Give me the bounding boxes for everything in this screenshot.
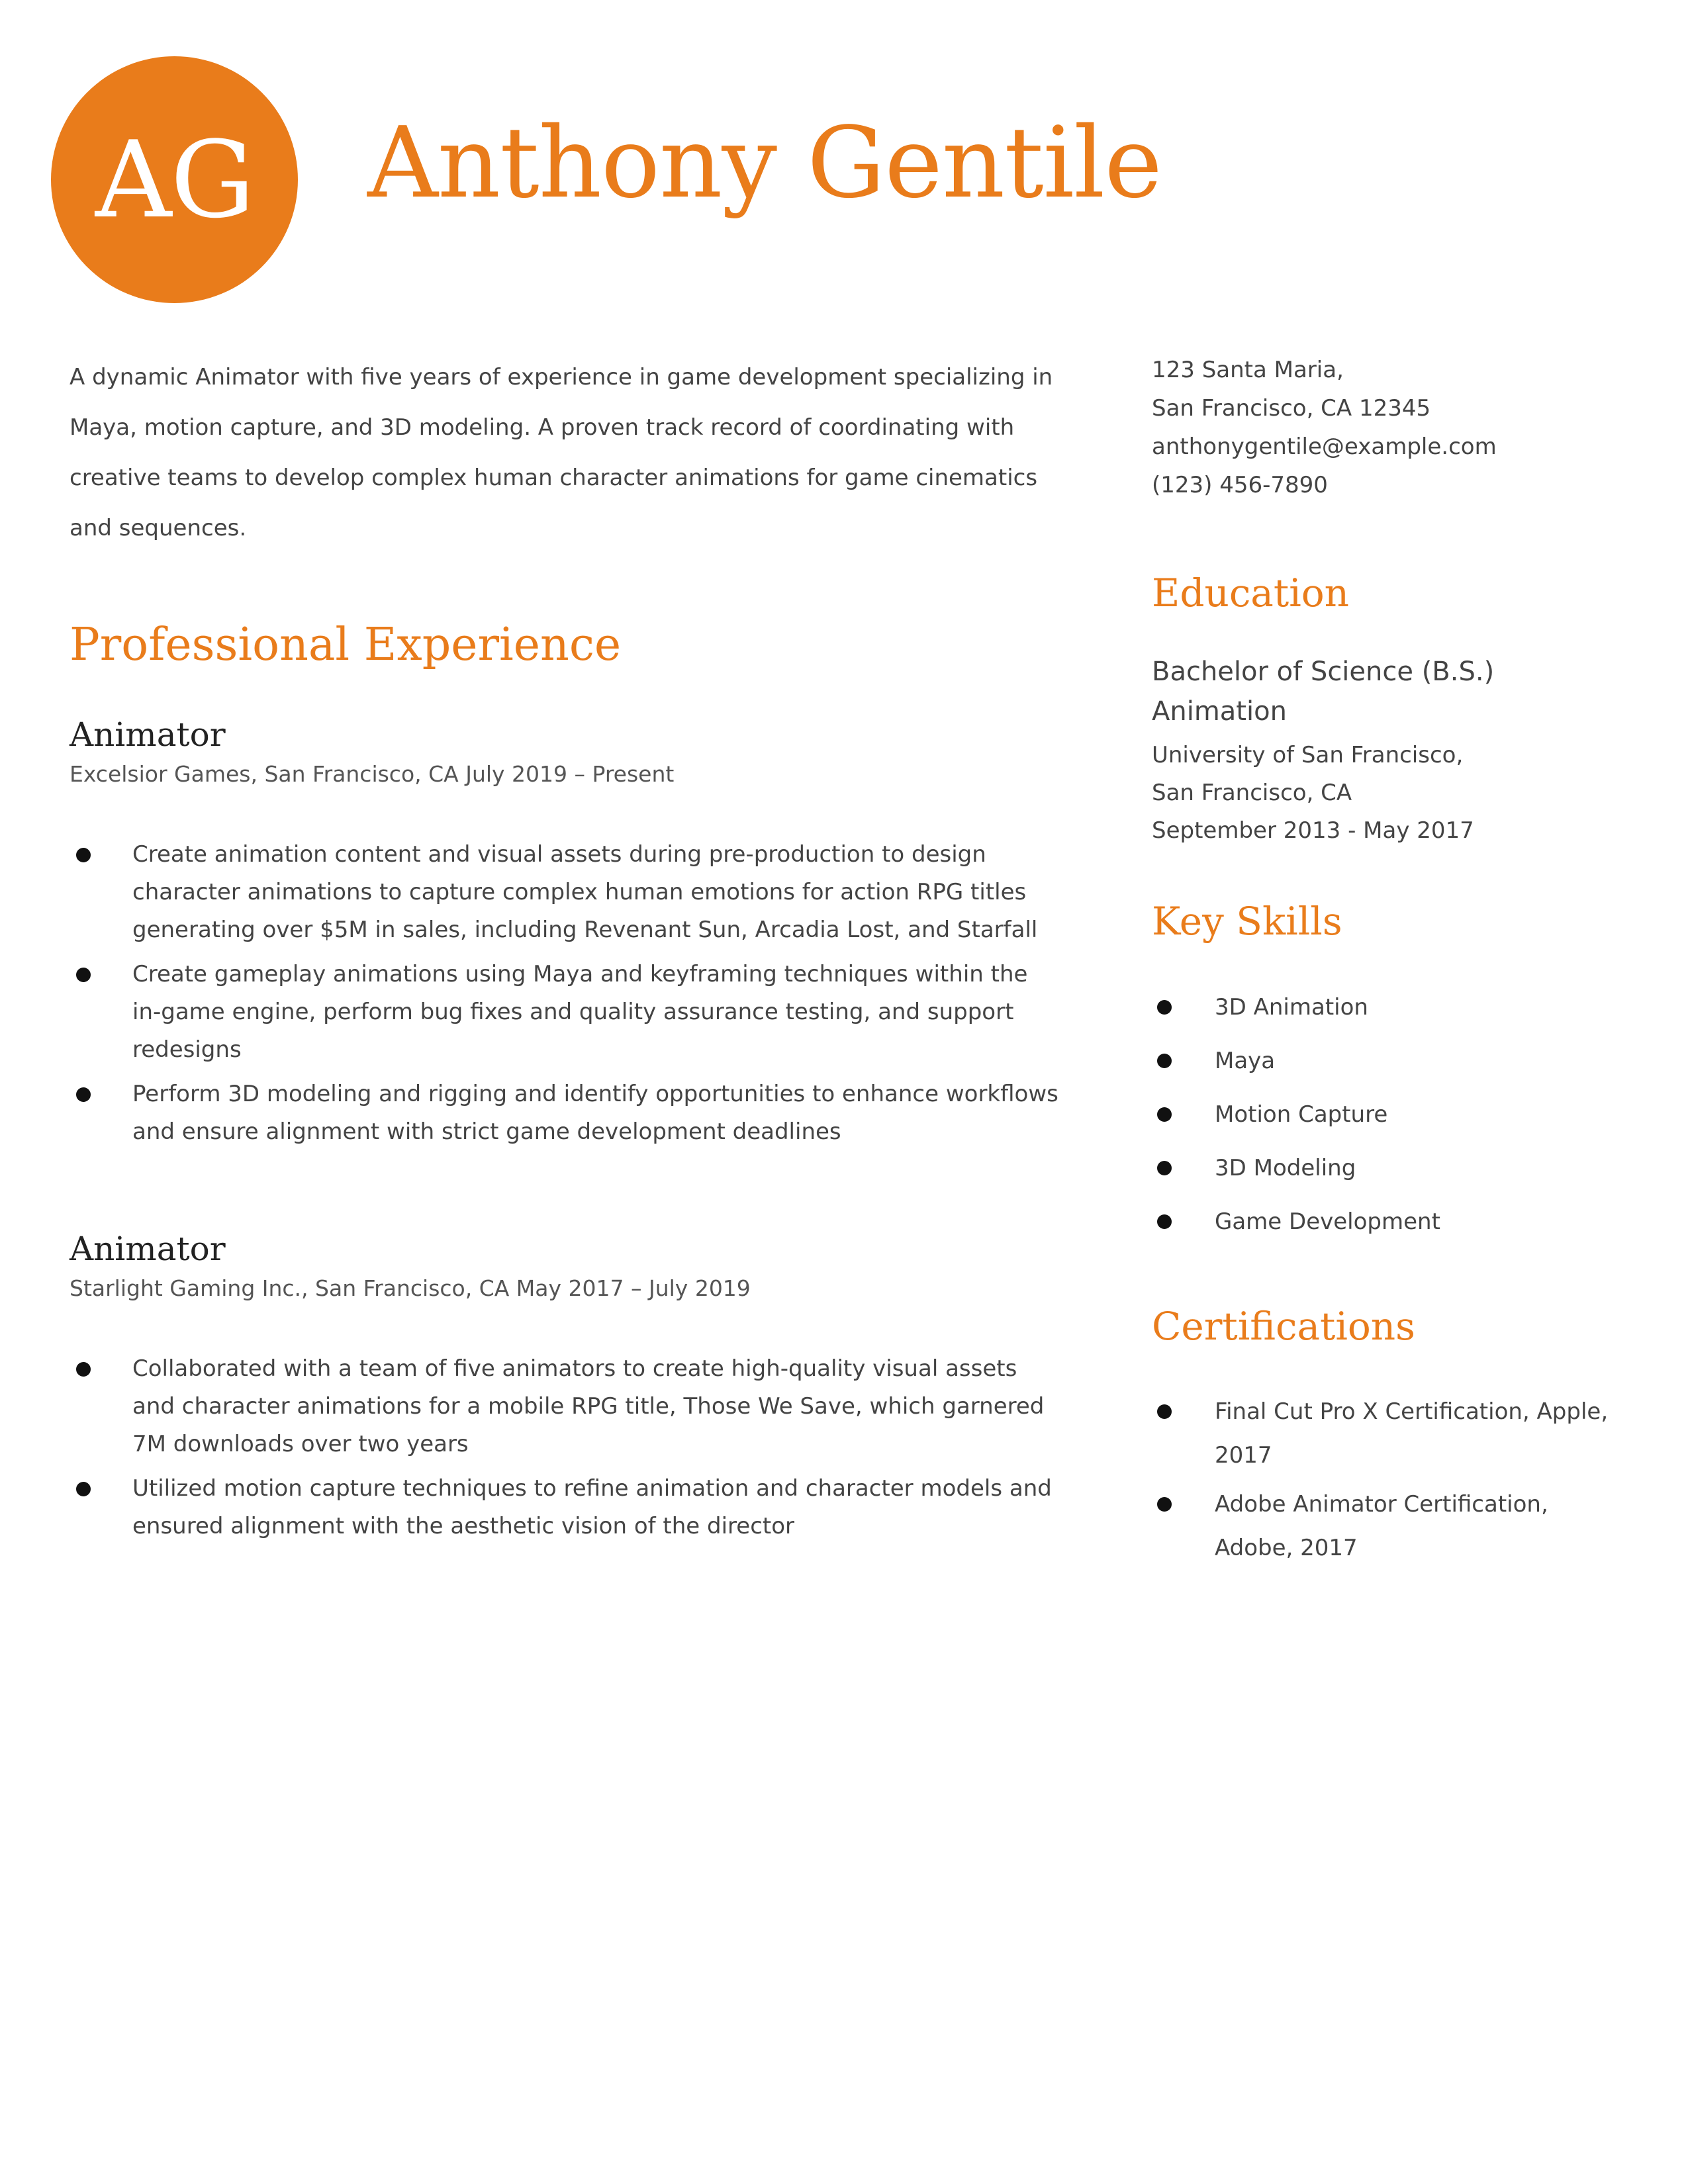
bullet-icon xyxy=(1157,1000,1172,1015)
address-line: 123 Santa Maria, xyxy=(1152,357,1344,383)
job-meta: Excelsior Games, San Francisco, CA July 2019 – Present xyxy=(70,761,675,787)
certifications-section-title: Certifications xyxy=(1152,1304,1415,1349)
job-bullet-list xyxy=(70,1350,1062,1545)
job-entry xyxy=(70,711,1062,1158)
bullet-icon xyxy=(76,968,91,982)
job-bullet xyxy=(70,836,1062,949)
experience-section-title: Professional Experience xyxy=(70,619,622,671)
skill-item xyxy=(1152,1041,1628,1081)
skills-section-title: Key Skills xyxy=(1152,899,1342,944)
resume-name: Anthony Gentile xyxy=(367,106,1162,220)
bullet-icon xyxy=(1157,1214,1172,1229)
job-role: Animator xyxy=(70,1230,226,1268)
skill-text: Maya xyxy=(1215,1048,1276,1074)
skill-item xyxy=(1152,987,1628,1027)
bullet-icon xyxy=(76,848,91,862)
job-bullet xyxy=(70,956,1062,1069)
job-bullet-text: Create animation content and visual assets during pre-production to design character animations to capture complex human emotions for action RPG titles generating over $5M in sales, including Revenant Sun, Arcadia Lost, and Starfall xyxy=(132,841,1038,943)
job-bullet-text: Utilized motion capture techniques to refine animation and character models and ensured alignment with the aesthetic vision of the director xyxy=(132,1475,1052,1539)
degree-major: Animation xyxy=(1152,696,1287,727)
job-bullet xyxy=(70,1350,1062,1463)
monogram-initials: AG xyxy=(95,117,254,242)
bullet-icon xyxy=(1157,1161,1172,1175)
job-bullet xyxy=(70,1470,1062,1545)
school-name: University of San Francisco, xyxy=(1152,742,1464,768)
phone-text: (123) 456-7890 xyxy=(1152,472,1328,498)
bullet-icon xyxy=(1157,1054,1172,1068)
email-text: anthonygentile@example.com xyxy=(1152,433,1497,460)
skills-list xyxy=(1152,987,1628,1255)
job-bullet-text: Collaborated with a team of five animators to create high-quality visual assets and character animations for a mobile RPG title, Those We Save, which garnered 7M downloads over two years xyxy=(132,1355,1045,1457)
bullet-icon xyxy=(76,1362,91,1377)
bullet-icon xyxy=(1157,1107,1172,1122)
certification-item xyxy=(1152,1390,1628,1477)
skill-text: 3D Animation xyxy=(1215,994,1368,1021)
summary-paragraph: A dynamic Animator with five years of experience in game development specializing in Maya, motion capture, and 3D modeling. A proven track record of coordinating with creative teams to develop complex human character animations for game cinematics and sequences. xyxy=(70,364,1053,541)
job-bullet-text: Perform 3D modeling and rigging and identify opportunities to enhance workflows and ensure alignment with strict game development deadlines xyxy=(132,1081,1058,1145)
job-bullet-list xyxy=(70,836,1062,1151)
bullet-icon xyxy=(1157,1497,1172,1512)
contact-block xyxy=(1152,351,1628,504)
certification-text: Adobe Animator Certification, Adobe, 2017 xyxy=(1215,1491,1548,1561)
skill-text: 3D Modeling xyxy=(1215,1155,1356,1181)
skill-text: Game Development xyxy=(1215,1208,1440,1235)
skill-text: Motion Capture xyxy=(1215,1101,1388,1128)
job-meta: Starlight Gaming Inc., San Francisco, CA May 2017 – July 2019 xyxy=(70,1275,751,1301)
address-line: San Francisco, CA 12345 xyxy=(1152,395,1431,422)
job-entry xyxy=(70,1226,1062,1552)
education-dates: September 2013 - May 2017 xyxy=(1152,817,1474,844)
skill-item xyxy=(1152,1095,1628,1134)
job-bullet xyxy=(70,1075,1062,1151)
bullet-icon xyxy=(1157,1404,1172,1419)
education-entry xyxy=(1152,652,1628,850)
job-bullet-text: Create gameplay animations using Maya and keyframing techniques within the in-game engine, perform bug fixes and quality assurance testing, and support redesigns xyxy=(132,961,1028,1063)
bullet-icon xyxy=(76,1482,91,1496)
certification-text: Final Cut Pro X Certification, Apple, 2017 xyxy=(1215,1398,1609,1469)
school-location: San Francisco, CA xyxy=(1152,780,1352,806)
skill-item xyxy=(1152,1202,1628,1242)
certifications-list xyxy=(1152,1390,1628,1575)
education-section-title: Education xyxy=(1152,570,1350,615)
job-role: Animator xyxy=(70,715,226,754)
bullet-icon xyxy=(76,1087,91,1102)
skill-item xyxy=(1152,1148,1628,1188)
monogram-badge xyxy=(51,56,298,303)
degree-line: Bachelor of Science (B.S.) xyxy=(1152,657,1495,687)
school-block xyxy=(1152,737,1628,850)
certification-item xyxy=(1152,1482,1628,1570)
